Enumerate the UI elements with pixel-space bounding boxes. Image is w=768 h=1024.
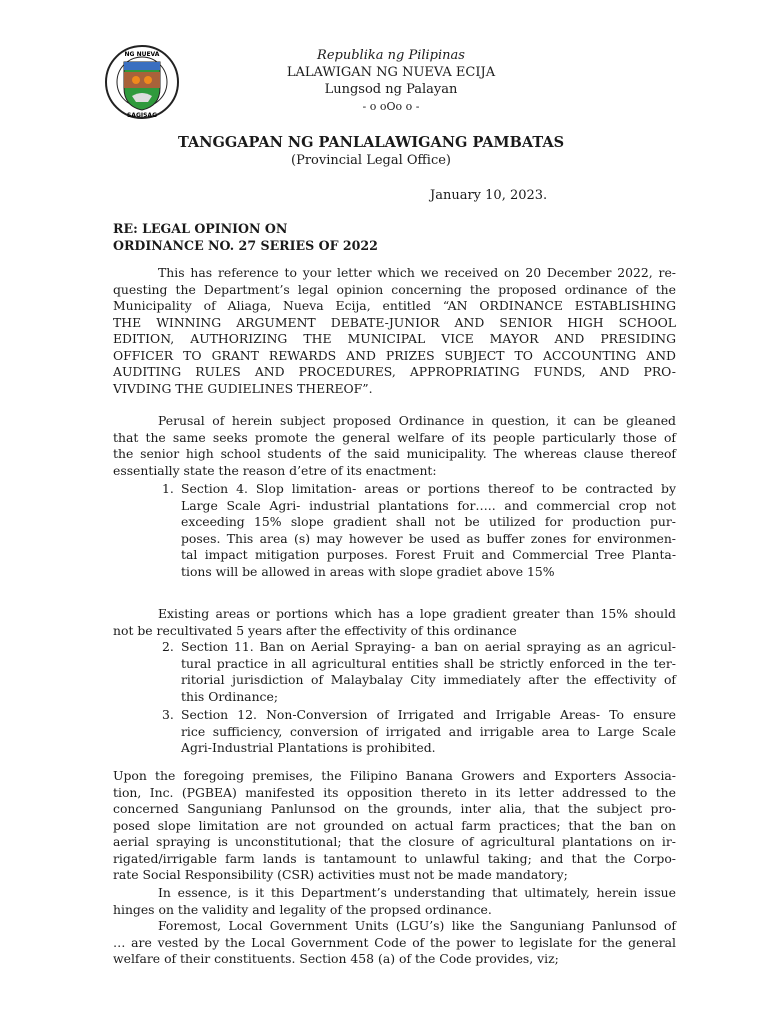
paragraph-foremost xyxy=(113,918,676,968)
text-line: tions will be allowed in areas with slope gradiet above 15% xyxy=(181,563,555,579)
republic-line: Republika ng Pilipinas xyxy=(317,48,465,63)
text-line: … are vested by the Local Government Code of the power to legislate for the general xyxy=(113,934,676,950)
text-line: welfare of their constituents. Section 458 (a) of the Code provides, viz; xyxy=(113,951,559,966)
office-title: TANGGAPAN NG PANLALAWIGANG PAMBATAS xyxy=(177,134,565,151)
text-line: Municipality of Aliaga, Nueva Ecija, entitled “AN ORDINANCE ESTABLISHING xyxy=(113,298,676,313)
svg-text:NG NUEVA: NG NUEVA xyxy=(124,51,160,58)
text-line: THE WINNING ARGUMENT DEBATE-JUNIOR AND SENIOR HIGH SCHOOL xyxy=(113,314,676,330)
text-line: rice sufficiency, conversion of irrigated and irrigable area to Large Scale xyxy=(181,723,676,739)
text-line: tal impact mitigation purposes. Forest Fruit and Commercial Tree Planta- xyxy=(181,547,676,562)
text-line: ritorial jurisdiction of Malaybalay City immediately after the effectivity of xyxy=(181,672,676,687)
text-line: This has reference to your letter which we received on 20 December 2022, re- xyxy=(158,265,676,280)
text-line: this Ordinance; xyxy=(181,688,278,704)
text-line: rigated/irrigable farm lands is tantamount to unlawful taking; and that the Corpo- xyxy=(113,850,676,866)
text-line: aerial spraying is unconstitutional; that the closure of agricultural plantations on ir- xyxy=(113,834,676,849)
subject-line xyxy=(113,221,378,254)
text-line: Existing areas or portions which has a lope gradient greater than 15% should xyxy=(158,606,676,621)
text-line: tural practice in all agricultural entities shall be strictly enforced in the ter- xyxy=(181,655,676,671)
text-line: the senior high school students of the said municipality. The whereas clause thereof xyxy=(113,446,676,461)
text-line: poses. This area (s) may however be used as buffer zones for environmen- xyxy=(181,530,676,546)
text-line: Foremost, Local Government Units (LGU’s) like the Sanguniang Panlunsod of xyxy=(158,918,676,933)
paragraph-reference xyxy=(113,265,676,397)
text-line: VIVDING THE GUDIELINES THEREOF”. xyxy=(113,380,373,396)
text-line: Agri-Industrial Plantations is prohibited. xyxy=(181,740,436,755)
paragraph-perusal xyxy=(113,413,676,479)
letter-date: January 10, 2023. xyxy=(430,188,548,203)
text-line: tion, Inc. (PGBEA) manifested its opposition thereto in its letter addressed to the xyxy=(113,784,676,800)
text-line: concerned Sanguniang Panlunsod on the grounds, inter alia, that the subject pro- xyxy=(113,801,676,816)
list-number: 1. xyxy=(162,481,174,496)
ornament-line: - o oOo o - xyxy=(362,100,420,113)
letterhead xyxy=(0,47,768,115)
text-line: In essence, is it this Department’s understanding that ultimately, herein issue xyxy=(158,885,676,900)
subject-line-1: RE: LEGAL OPINION ON xyxy=(113,221,288,236)
text-line: essentially state the reason d’etre of its enactment: xyxy=(113,462,437,478)
text-line: that the same seeks promote the general welfare of its people particularly those of xyxy=(113,429,676,445)
text-line: Section 12. Non-Conversion of Irrigated and Irrigable Areas- To ensure xyxy=(181,707,676,722)
office-subtitle: (Provincial Legal Office) xyxy=(291,153,451,168)
list-item-section-4 xyxy=(162,481,676,580)
text-line: exceeding 15% slope gradient shall not be utilized for production pur- xyxy=(181,514,676,529)
list-number: 2. xyxy=(162,639,174,654)
text-line: AUDITING RULES AND PROCEDURES, APPROPRIATING FUNDS, AND PRO- xyxy=(113,364,676,379)
text-line: Section 11. Ban on Aerial Spraying- a ban on aerial spraying as an agricul- xyxy=(181,639,676,654)
list-item-section-12 xyxy=(162,707,676,757)
list-item-section-11 xyxy=(162,639,676,705)
paragraph-foregoing-premises xyxy=(113,768,676,884)
text-line: questing the Department’s legal opinion concerning the proposed ordinance of the xyxy=(113,281,676,297)
svg-text:SAGISAG: SAGISAG xyxy=(126,112,158,119)
list-number: 3. xyxy=(162,707,174,722)
text-line: not be recultivated 5 years after the effectivity of this ordinance xyxy=(113,622,517,638)
text-line: hinges on the validity and legality of the propsed ordinance. xyxy=(113,901,492,917)
province-line: LALAWIGAN NG NUEVA ECIJA xyxy=(286,65,496,80)
text-line: rate Social Responsibility (CSR) activities must not be made mandatory; xyxy=(113,867,568,882)
city-line: Lungsod ng Palayan xyxy=(324,82,458,97)
subject-line-2: ORDINANCE NO. 27 SERIES OF 2022 xyxy=(113,237,378,253)
text-line: EDITION, AUTHORIZING THE MUNICIPAL VICE MAYOR AND PRESIDING xyxy=(113,331,676,346)
text-line: OFFICER TO GRANT REWARDS AND PRIZES SUBJECT TO ACCOUNTING AND xyxy=(113,347,676,363)
text-line: Upon the foregoing premises, the Filipino Banana Growers and Exporters Associa- xyxy=(113,768,676,783)
text-line: Large Scale Agri- industrial plantations for….. and commercial crop not xyxy=(181,497,676,513)
paragraph-in-essence xyxy=(113,885,676,918)
text-line: posed slope limitation are not grounded on actual farm practices; that the ban on xyxy=(113,817,676,833)
text-line: Section 4. Slop limitation- areas or portions thereof to be contracted by xyxy=(181,481,676,496)
text-line: Perusal of herein subject proposed Ordinance in question, it can be gleaned xyxy=(158,413,676,428)
paragraph-existing-areas xyxy=(113,606,676,639)
